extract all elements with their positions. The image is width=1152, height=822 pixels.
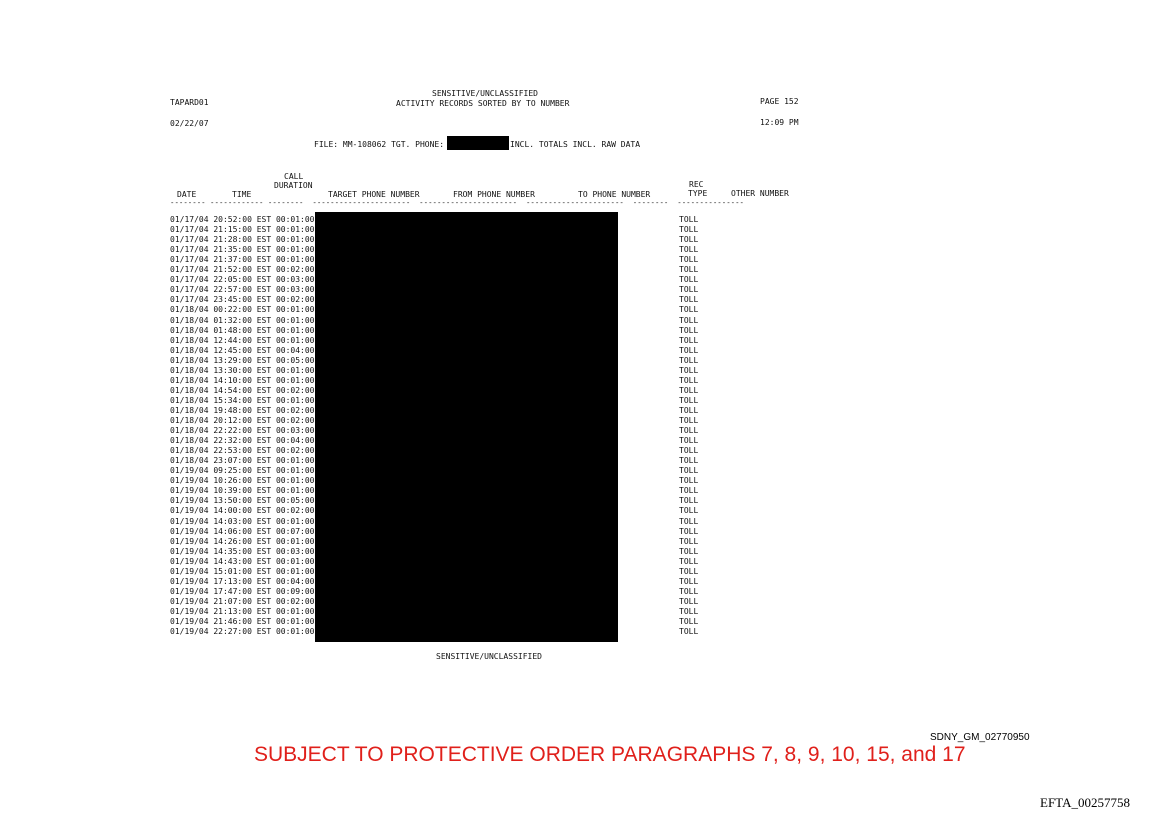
table-row: 01/19/04 14:26:00 EST 00:01:00 <box>170 536 315 546</box>
table-row: 01/19/04 13:50:00 EST 00:05:00 <box>170 496 315 506</box>
col-call: CALL <box>284 172 304 181</box>
rec-type-cell: TOLL <box>679 405 699 415</box>
rec-type-cell: TOLL <box>679 345 699 355</box>
rec-type-cell: TOLL <box>679 255 699 265</box>
rec-type-cell: TOLL <box>679 627 699 637</box>
header-underline: -------- ------------ -------- ---------------------- ---------------------- ---------------------- -------- --------------- <box>170 198 744 207</box>
file-line-right: INCL. TOTALS INCL. RAW DATA <box>510 140 641 149</box>
rec-type-cell: TOLL <box>679 436 699 446</box>
table-row: 01/18/04 19:48:00 EST 00:02:00 <box>170 405 315 415</box>
table-row: 01/18/04 13:29:00 EST 00:05:00 <box>170 355 315 365</box>
rec-type-cell: TOLL <box>679 215 699 224</box>
table-row: 01/18/04 20:12:00 EST 00:02:00 <box>170 416 315 425</box>
table-row: 01/18/04 01:48:00 EST 00:01:00 <box>170 325 315 335</box>
table-row: 01/19/04 17:47:00 EST 00:09:00 <box>170 586 315 596</box>
rec-type-cell: TOLL <box>679 235 699 245</box>
table-row: 01/17/04 21:28:00 EST 00:01:00 <box>170 235 315 245</box>
table-row: 01/19/04 09:25:00 EST 00:01:00 <box>170 466 315 476</box>
report-id: TAPARD01 <box>170 98 209 107</box>
table-row: 01/18/04 14:54:00 EST 00:02:00 <box>170 385 315 395</box>
table-row: 01/19/04 14:35:00 EST 00:03:00 <box>170 546 315 556</box>
rec-type-cell: TOLL <box>679 295 699 305</box>
rec-type-cell: TOLL <box>679 416 699 425</box>
col-target-phone: TARGET PHONE NUMBER <box>328 190 420 199</box>
rec-type-cell: TOLL <box>679 395 699 405</box>
rec-type-cell: TOLL <box>679 466 699 476</box>
table-row: 01/18/04 12:45:00 EST 00:04:00 <box>170 345 315 355</box>
table-row: 01/19/04 17:13:00 EST 00:04:00 <box>170 576 315 586</box>
col-date: DATE <box>177 190 197 199</box>
table-row: 01/19/04 21:13:00 EST 00:01:00 <box>170 606 315 616</box>
rec-type-cell: TOLL <box>679 586 699 596</box>
rec-type-cell: TOLL <box>679 285 699 295</box>
table-row: 01/17/04 20:52:00 EST 00:01:00 <box>170 215 315 224</box>
table-row: 01/18/04 23:07:00 EST 00:01:00 <box>170 456 315 466</box>
rec-type-cell: TOLL <box>679 225 699 235</box>
rec-type-cell: TOLL <box>679 476 699 486</box>
table-row: 01/19/04 10:39:00 EST 00:01:00 <box>170 486 315 496</box>
col-from-phone: FROM PHONE NUMBER <box>453 190 535 199</box>
table-row: 01/18/04 22:22:00 EST 00:03:00 <box>170 426 315 436</box>
rec-type-cell: TOLL <box>679 617 699 626</box>
rec-type-cell: TOLL <box>679 355 699 365</box>
rec-type-cell: TOLL <box>679 335 699 345</box>
rec-type-cell: TOLL <box>679 325 699 335</box>
table-row: 01/18/04 22:32:00 EST 00:04:00 <box>170 436 315 446</box>
table-row: 01/18/04 14:10:00 EST 00:01:00 <box>170 375 315 385</box>
rec-type-cell: TOLL <box>679 265 699 275</box>
rec-type-cell: TOLL <box>679 496 699 506</box>
rec-type-cell: TOLL <box>679 606 699 616</box>
rec-type-cell: TOLL <box>679 576 699 586</box>
table-row: 01/17/04 21:52:00 EST 00:02:00 <box>170 265 315 275</box>
report-title: ACTIVITY RECORDS SORTED BY TO NUMBER <box>396 99 570 108</box>
table-row: 01/18/04 00:22:00 EST 00:01:00 <box>170 305 315 315</box>
table-row: 01/17/04 22:57:00 EST 00:03:00 <box>170 285 315 295</box>
rec-type-cell: TOLL <box>679 315 699 325</box>
table-row: 01/17/04 21:37:00 EST 00:01:00 <box>170 255 315 265</box>
col-rec: REC <box>689 180 704 189</box>
report-time: 12:09 PM <box>760 118 799 127</box>
rec-type-cell: TOLL <box>679 546 699 556</box>
classification-bottom: SENSITIVE/UNCLASSIFIED <box>436 652 542 661</box>
rec-type-cell: TOLL <box>679 516 699 526</box>
table-row: 01/19/04 10:26:00 EST 00:01:00 <box>170 476 315 486</box>
rec-type-cell: TOLL <box>679 275 699 285</box>
table-row: 01/18/04 13:30:00 EST 00:01:00 <box>170 365 315 375</box>
table-row: 01/18/04 12:44:00 EST 00:01:00 <box>170 335 315 345</box>
efta-number: EFTA_00257758 <box>1040 795 1130 810</box>
rec-type-cell: TOLL <box>679 365 699 375</box>
rec-type-cell: TOLL <box>679 526 699 536</box>
table-row: 01/19/04 21:46:00 EST 00:01:00 <box>170 617 315 626</box>
table-row: 01/19/04 21:07:00 EST 00:02:00 <box>170 596 315 606</box>
table-row: 01/19/04 15:01:00 EST 00:01:00 <box>170 566 315 576</box>
classification-top: SENSITIVE/UNCLASSIFIED <box>432 89 538 98</box>
rec-type-cell: TOLL <box>679 305 699 315</box>
table-row: 01/17/04 21:35:00 EST 00:01:00 <box>170 245 315 255</box>
page-number: PAGE 152 <box>760 97 799 106</box>
rec-type-cell: TOLL <box>679 456 699 466</box>
table-row: 01/19/04 22:27:00 EST 00:01:00 <box>170 627 315 637</box>
rec-type-cell: TOLL <box>679 245 699 255</box>
rec-type-cell: TOLL <box>679 596 699 606</box>
rec-type-cell: TOLL <box>679 375 699 385</box>
rec-type-cell: TOLL <box>679 536 699 546</box>
table-row: 01/19/04 14:03:00 EST 00:01:00 <box>170 516 315 526</box>
col-type: TYPE <box>688 189 708 198</box>
table-row: 01/19/04 14:06:00 EST 00:07:00 <box>170 526 315 536</box>
table-row: 01/17/04 23:45:00 EST 00:02:00 <box>170 295 315 305</box>
rec-type-cell: TOLL <box>679 446 699 456</box>
table-row: 01/19/04 14:00:00 EST 00:02:00 <box>170 506 315 516</box>
table-row: 01/17/04 22:05:00 EST 00:03:00 <box>170 275 315 285</box>
report-date: 02/22/07 <box>170 119 209 128</box>
rec-type-cell: TOLL <box>679 506 699 516</box>
table-row: 01/19/04 14:43:00 EST 00:01:00 <box>170 556 315 566</box>
bates-number: SDNY_GM_02770950 <box>930 732 1030 743</box>
col-to-phone: TO PHONE NUMBER <box>578 190 651 199</box>
redaction-target-phone <box>447 136 509 150</box>
file-line-left: FILE: MM-108062 TGT. PHONE: <box>314 140 445 149</box>
table-row: 01/18/04 01:32:00 EST 00:01:00 <box>170 315 315 325</box>
rec-type-cell: TOLL <box>679 556 699 566</box>
redaction-phone-columns <box>315 212 618 642</box>
table-row: 01/18/04 22:53:00 EST 00:02:00 <box>170 446 315 456</box>
rec-type-cell: TOLL <box>679 486 699 496</box>
protective-order-notice: SUBJECT TO PROTECTIVE ORDER PARAGRAPHS 7, 8, 9, 10, 15, and 17 <box>254 743 966 766</box>
table-row: 01/18/04 15:34:00 EST 00:01:00 <box>170 395 315 405</box>
col-duration: DURATION <box>274 181 313 190</box>
col-other-number: OTHER NUMBER <box>731 189 789 198</box>
table-row: 01/17/04 21:15:00 EST 00:01:00 <box>170 225 315 235</box>
col-time: TIME <box>232 190 252 199</box>
rec-type-cell: TOLL <box>679 385 699 395</box>
rec-type-cell: TOLL <box>679 566 699 576</box>
rec-type-cell: TOLL <box>679 426 699 436</box>
